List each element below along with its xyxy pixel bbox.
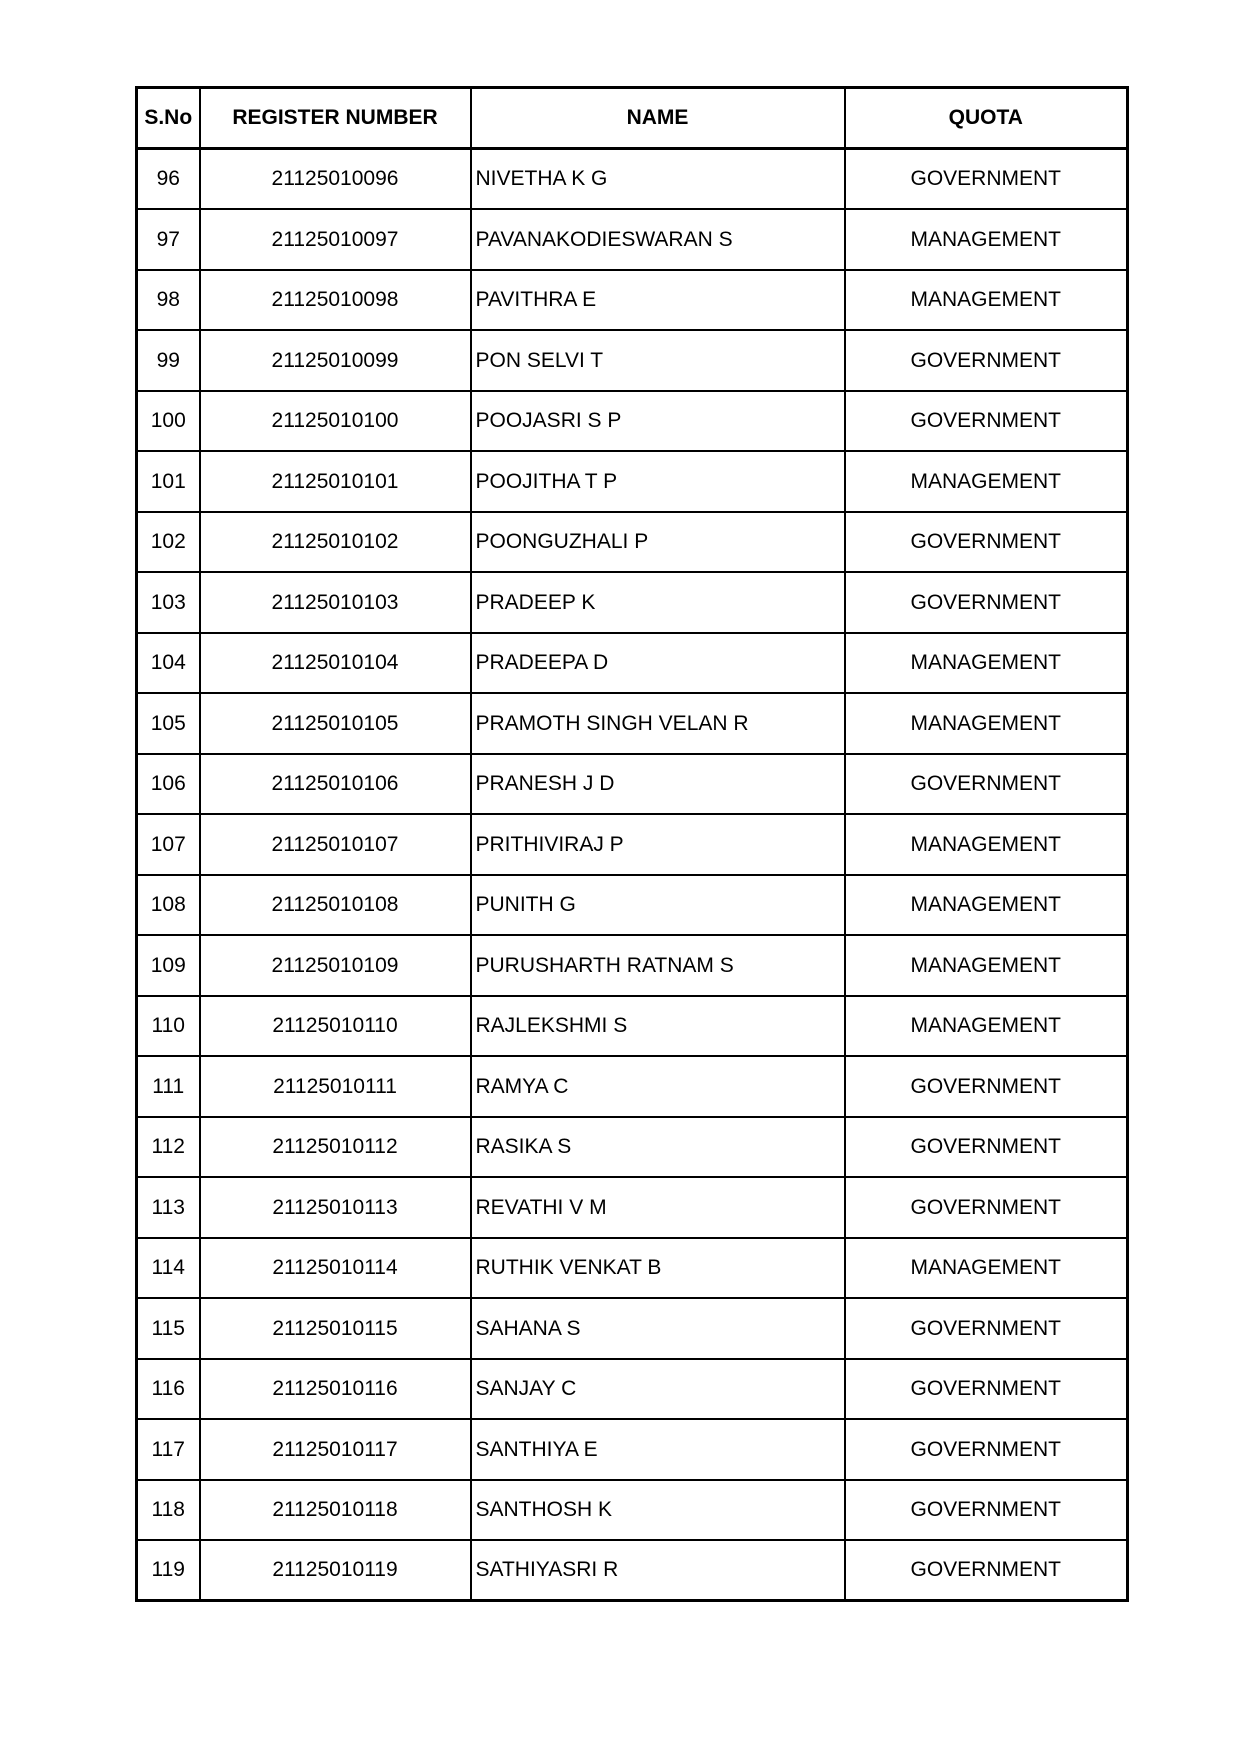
header-sno: S.No (137, 88, 200, 149)
table-row (137, 875, 1128, 936)
sno-cell: 117 (137, 1419, 200, 1480)
name-cell: RASIKA S (471, 1117, 845, 1178)
quota-cell: GOVERNMENT (845, 1177, 1128, 1238)
table-row (137, 1177, 1128, 1238)
register-number-cell: 21125010115 (200, 1298, 471, 1359)
register-number-cell: 21125010107 (200, 814, 471, 875)
quota-cell: GOVERNMENT (845, 1359, 1128, 1420)
quota-cell: GOVERNMENT (845, 754, 1128, 815)
quota-cell: MANAGEMENT (845, 996, 1128, 1057)
name-cell: POOJITHA T P (471, 451, 845, 512)
register-number-cell: 21125010117 (200, 1419, 471, 1480)
quota-cell: MANAGEMENT (845, 875, 1128, 936)
register-number-cell: 21125010104 (200, 633, 471, 694)
sno-cell: 112 (137, 1117, 200, 1178)
register-number-cell: 21125010112 (200, 1117, 471, 1178)
table-row (137, 391, 1128, 452)
register-number-cell: 21125010118 (200, 1480, 471, 1541)
table-row (137, 512, 1128, 573)
table-row (137, 270, 1128, 331)
table-row (137, 693, 1128, 754)
sno-cell: 102 (137, 512, 200, 573)
sno-cell: 97 (137, 209, 200, 270)
sno-cell: 106 (137, 754, 200, 815)
quota-cell: MANAGEMENT (845, 270, 1128, 331)
sno-cell: 103 (137, 572, 200, 633)
register-number-cell: 21125010099 (200, 330, 471, 391)
name-cell: PURUSHARTH RATNAM S (471, 935, 845, 996)
quota-cell: MANAGEMENT (845, 451, 1128, 512)
quota-cell: GOVERNMENT (845, 1117, 1128, 1178)
register-number-cell: 21125010113 (200, 1177, 471, 1238)
sno-cell: 114 (137, 1238, 200, 1299)
table-row (137, 1298, 1128, 1359)
name-cell: PRADEEP K (471, 572, 845, 633)
quota-cell: MANAGEMENT (845, 814, 1128, 875)
quota-cell: GOVERNMENT (845, 391, 1128, 452)
quota-cell: MANAGEMENT (845, 633, 1128, 694)
name-cell: PUNITH G (471, 875, 845, 936)
sno-cell: 96 (137, 149, 200, 210)
table-row (137, 330, 1128, 391)
quota-cell: MANAGEMENT (845, 209, 1128, 270)
register-number-cell: 21125010098 (200, 270, 471, 331)
quota-cell: GOVERNMENT (845, 1480, 1128, 1541)
quota-cell: GOVERNMENT (845, 572, 1128, 633)
register-number-cell: 21125010106 (200, 754, 471, 815)
quota-cell: GOVERNMENT (845, 1540, 1128, 1601)
name-cell: PON SELVI T (471, 330, 845, 391)
sno-cell: 111 (137, 1056, 200, 1117)
header-register-number: REGISTER NUMBER (200, 88, 471, 149)
sno-cell: 116 (137, 1359, 200, 1420)
table-row (137, 1540, 1128, 1601)
register-number-cell: 21125010101 (200, 451, 471, 512)
header-quota: QUOTA (845, 88, 1128, 149)
quota-cell: MANAGEMENT (845, 935, 1128, 996)
name-cell: PRANESH J D (471, 754, 845, 815)
sno-cell: 109 (137, 935, 200, 996)
name-cell: RAMYA C (471, 1056, 845, 1117)
register-number-cell: 21125010100 (200, 391, 471, 452)
table-row (137, 149, 1128, 210)
table-row (137, 935, 1128, 996)
register-number-cell: 21125010105 (200, 693, 471, 754)
register-number-cell: 21125010096 (200, 149, 471, 210)
register-number-cell: 21125010110 (200, 996, 471, 1057)
name-cell: RAJLEKSHMI S (471, 996, 845, 1057)
sno-cell: 100 (137, 391, 200, 452)
table-row (137, 814, 1128, 875)
sno-cell: 118 (137, 1480, 200, 1541)
register-number-cell: 21125010102 (200, 512, 471, 573)
quota-cell: GOVERNMENT (845, 1056, 1128, 1117)
register-number-cell: 21125010109 (200, 935, 471, 996)
header-name: NAME (471, 88, 845, 149)
table-row (137, 1117, 1128, 1178)
table-row (137, 1480, 1128, 1541)
register-number-cell: 21125010111 (200, 1056, 471, 1117)
quota-cell: GOVERNMENT (845, 330, 1128, 391)
sno-cell: 113 (137, 1177, 200, 1238)
table-row (137, 1419, 1128, 1480)
table-row (137, 633, 1128, 694)
name-cell: REVATHI V M (471, 1177, 845, 1238)
quota-cell: GOVERNMENT (845, 1419, 1128, 1480)
table-row (137, 209, 1128, 270)
sno-cell: 105 (137, 693, 200, 754)
name-cell: PRADEEPA D (471, 633, 845, 694)
register-number-cell: 21125010114 (200, 1238, 471, 1299)
name-cell: NIVETHA K G (471, 149, 845, 210)
sno-cell: 104 (137, 633, 200, 694)
name-cell: PRITHIVIRAJ P (471, 814, 845, 875)
name-cell: PAVANAKODIESWARAN S (471, 209, 845, 270)
sno-cell: 98 (137, 270, 200, 331)
quota-cell: GOVERNMENT (845, 149, 1128, 210)
sno-cell: 101 (137, 451, 200, 512)
sno-cell: 107 (137, 814, 200, 875)
table-row (137, 1238, 1128, 1299)
name-cell: PAVITHRA E (471, 270, 845, 331)
sno-cell: 99 (137, 330, 200, 391)
table-row (137, 572, 1128, 633)
name-cell: SANTHIYA E (471, 1419, 845, 1480)
name-cell: SANTHOSH K (471, 1480, 845, 1541)
sno-cell: 115 (137, 1298, 200, 1359)
table-row (137, 1359, 1128, 1420)
register-list-table (135, 86, 1129, 1602)
quota-cell: GOVERNMENT (845, 1298, 1128, 1359)
register-number-cell: 21125010116 (200, 1359, 471, 1420)
sno-cell: 119 (137, 1540, 200, 1601)
register-number-cell: 21125010097 (200, 209, 471, 270)
name-cell: POONGUZHALI P (471, 512, 845, 573)
name-cell: RUTHIK VENKAT B (471, 1238, 845, 1299)
table-row (137, 451, 1128, 512)
name-cell: PRAMOTH SINGH VELAN R (471, 693, 845, 754)
name-cell: SATHIYASRI R (471, 1540, 845, 1601)
table-row (137, 996, 1128, 1057)
name-cell: SAHANA S (471, 1298, 845, 1359)
name-cell: POOJASRI S P (471, 391, 845, 452)
table-row (137, 754, 1128, 815)
quota-cell: GOVERNMENT (845, 512, 1128, 573)
register-number-cell: 21125010103 (200, 572, 471, 633)
table-header-row (137, 88, 1128, 149)
quota-cell: MANAGEMENT (845, 693, 1128, 754)
name-cell: SANJAY C (471, 1359, 845, 1420)
register-number-cell: 21125010108 (200, 875, 471, 936)
quota-cell: MANAGEMENT (845, 1238, 1128, 1299)
table-row (137, 1056, 1128, 1117)
sno-cell: 110 (137, 996, 200, 1057)
sno-cell: 108 (137, 875, 200, 936)
register-number-cell: 21125010119 (200, 1540, 471, 1601)
